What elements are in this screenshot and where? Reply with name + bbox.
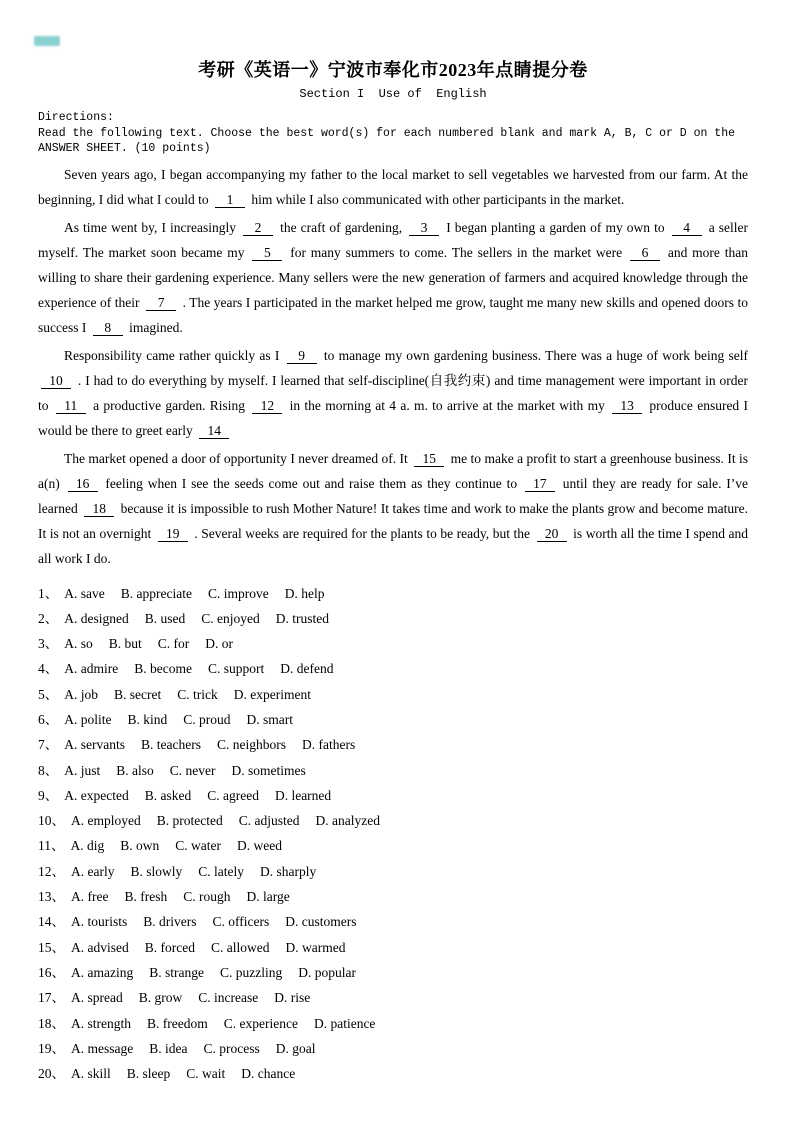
question-option: A. dig (70, 838, 105, 854)
question-option: A. servants (64, 737, 125, 753)
question-option: C. experience (223, 1015, 298, 1031)
question-row (38, 985, 748, 1010)
question-option: A. advised (71, 939, 129, 955)
question-number: 14、 (38, 914, 65, 930)
numbered-blank-17: 17 (525, 476, 555, 492)
numbered-blank-18: 18 (84, 501, 114, 517)
question-row (38, 884, 748, 909)
numbered-blank-2: 2 (243, 220, 273, 236)
question-number: 19、 (38, 1040, 65, 1056)
numbered-blank-5: 5 (252, 245, 282, 261)
question-row (38, 1061, 748, 1086)
question-option: A. early (71, 863, 115, 879)
question-option: B. kind (127, 711, 168, 727)
question-option: D. learned (274, 787, 332, 803)
question-row (38, 581, 748, 606)
question-option: C. allowed (210, 939, 270, 955)
question-number: 20、 (38, 1066, 65, 1082)
numbered-blank-6: 6 (630, 245, 660, 261)
question-row (38, 859, 748, 884)
question-number: 13、 (38, 889, 65, 905)
numbered-blank-3: 3 (409, 220, 439, 236)
question-row (38, 783, 748, 808)
question-number: 8、 (38, 762, 59, 778)
question-option: C. lately (198, 863, 244, 879)
question-number: 17、 (38, 990, 65, 1006)
numbered-blank-20: 20 (537, 526, 567, 542)
question-row (38, 808, 748, 833)
numbered-blank-14: 14 (199, 423, 229, 439)
question-option: D. or (205, 636, 234, 652)
question-option: B. also (116, 762, 154, 778)
question-option: A. free (71, 889, 109, 905)
question-option: B. become (134, 661, 192, 677)
numbered-blank-13: 13 (612, 398, 642, 414)
question-row (38, 909, 748, 934)
question-row (38, 758, 748, 783)
question-option: B. idea (149, 1040, 188, 1056)
directions-text: Read the following text. Choose the best word(s) for each numbered blank and mark A, B, C or D on the ANSWER SHEET. (10 points) (38, 126, 736, 155)
numbered-blank-11: 11 (56, 398, 86, 414)
section-heading: Section I Use of English (299, 87, 487, 101)
question-number: 11、 (38, 838, 65, 854)
question-option: D. patience (313, 1015, 376, 1031)
question-option: C. wait (186, 1066, 226, 1082)
numbered-blank-9: 9 (287, 348, 317, 364)
question-row (38, 1011, 748, 1036)
question-option: D. warmed (285, 939, 346, 955)
question-option: D. chance (241, 1066, 296, 1082)
question-option: B. asked (144, 787, 192, 803)
question-option: A. so (64, 636, 93, 652)
question-number: 6、 (38, 711, 59, 727)
question-option: C. officers (212, 914, 270, 930)
question-option: C. rough (183, 889, 231, 905)
numbered-blank-1: 1 (215, 192, 245, 208)
question-option: D. defend (280, 661, 334, 677)
question-option: B. forced (144, 939, 195, 955)
question-option: B. fresh (124, 889, 168, 905)
directions-block (38, 110, 748, 157)
question-option: B. freedom (147, 1015, 208, 1031)
question-option: A. expected (64, 787, 129, 803)
question-option: A. save (64, 585, 105, 601)
question-number: 15、 (38, 939, 65, 955)
question-number: 12、 (38, 863, 65, 879)
question-option: A. strength (71, 1015, 131, 1031)
question-row (38, 606, 748, 631)
question-option: B. but (108, 636, 142, 652)
question-number: 10、 (38, 813, 65, 829)
question-option: D. help (284, 585, 325, 601)
question-option: C. improve (207, 585, 269, 601)
question-option: B. secret (114, 686, 162, 702)
question-number: 4、 (38, 661, 59, 677)
question-option: C. for (157, 636, 190, 652)
question-option: D. customers (285, 914, 357, 930)
question-option: A. employed (71, 813, 141, 829)
passage-paragraph: The market opened a door of opportunity I never dreamed of. It 15 me to make a profit to start a greenhouse business. It is a(n) 16 feeling when I see the seeds come out and raise them as they continue to 17 until they are ready for sale. I’ve learned 18 because it is impossible to rush Mother Nature! It takes time and work to make the plants grow and become mature. It is not an overnight 19 . Several weeks are required for the plants to be ready, but the 20 is worth all the time I spend and all work I do. (38, 450, 749, 566)
question-option: A. skill (71, 1066, 111, 1082)
question-option: D. large (246, 889, 290, 905)
question-option: D. weed (237, 838, 282, 854)
question-option: B. teachers (141, 737, 201, 753)
question-option: D. analyzed (315, 813, 380, 829)
numbered-blank-19: 19 (158, 526, 188, 542)
question-number: 9、 (38, 787, 59, 803)
question-option: C. enjoyed (201, 610, 260, 626)
question-option: C. process (203, 1040, 260, 1056)
question-row (38, 682, 748, 707)
question-option: C. neighbors (216, 737, 286, 753)
question-option: D. fathers (301, 737, 356, 753)
question-option: C. puzzling (219, 964, 283, 980)
question-number: 18、 (38, 1015, 65, 1031)
numbered-blank-16: 16 (68, 476, 98, 492)
question-option: D. experiment (233, 686, 311, 702)
question-row (38, 732, 748, 757)
question-row (38, 960, 748, 985)
question-option: A. tourists (71, 914, 128, 930)
question-option: A. admire (64, 661, 119, 677)
question-option: D. smart (246, 711, 294, 727)
question-option: A. message (71, 1040, 134, 1056)
question-number: 1、 (38, 585, 59, 601)
passage-paragraph: Responsibility came rather quickly as I 9 to manage my own gardening business. There was a huge of work being self 10 . I had to do everything by myself. I learned that self-discipline(自我约束) and time management were important in order to 11 a productive garden. Rising 12 in the morning at 4 a. m. to arrive at the market with my 13 produce ensured I would be there to greet early 14 (38, 347, 748, 438)
question-option: C. never (169, 762, 216, 778)
question-row (38, 833, 748, 858)
question-option: C. water (175, 838, 221, 854)
question-option: B. used (144, 610, 186, 626)
question-number: 3、 (38, 636, 59, 652)
corner-mark (34, 36, 60, 46)
question-option: A. polite (64, 711, 112, 727)
page-title: 考研《英语一》宁波市奉化市2023年点睛提分卷 (198, 60, 588, 80)
question-option: D. goal (275, 1040, 316, 1056)
question-option: B. slowly (130, 863, 183, 879)
question-list (38, 581, 748, 1087)
question-option: B. own (120, 838, 160, 854)
question-option: A. designed (64, 610, 129, 626)
numbered-blank-15: 15 (414, 451, 444, 467)
question-number: 7、 (38, 737, 59, 753)
question-row (38, 707, 748, 732)
question-row (38, 1036, 748, 1061)
question-option: D. rise (274, 990, 311, 1006)
question-option: A. spread (71, 990, 123, 1006)
numbered-blank-12: 12 (252, 398, 282, 414)
question-option: C. increase (198, 990, 259, 1006)
question-number: 16、 (38, 964, 65, 980)
question-option: B. protected (156, 813, 223, 829)
question-option: A. amazing (71, 964, 134, 980)
numbered-blank-10: 10 (41, 373, 71, 389)
question-option: C. agreed (207, 787, 259, 803)
question-row (38, 631, 748, 656)
question-option: C. trick (177, 686, 218, 702)
question-option: C. adjusted (238, 813, 300, 829)
directions-label: Directions: (38, 111, 114, 124)
question-number: 5、 (38, 686, 59, 702)
question-option: C. proud (183, 711, 231, 727)
passage (38, 162, 748, 571)
question-option: D. trusted (275, 610, 329, 626)
question-option: B. appreciate (120, 585, 192, 601)
numbered-blank-8: 8 (93, 320, 123, 336)
question-row (38, 935, 748, 960)
question-option: C. support (207, 661, 265, 677)
question-row (38, 656, 748, 681)
question-option: A. job (64, 686, 98, 702)
passage-paragraph: Seven years ago, I began accompanying my father to the local market to sell vegetables we harvested from our farm. At the beginning, I did what I could to 1 him while I also communicated with other participants in the market. (38, 166, 748, 207)
passage-paragraph: As time went by, I increasingly 2 the craft of gardening, 3 I began planting a garden of my own to 4 a seller myself. The market soon became my 5 for many summers to come. The sellers in the market were 6 and more than willing to share their gardening experience. Many sellers were the new generation of farmers and acquired knowledge through the experience of their 7 . The years I participated in the market helped me grow, taught me many new skills and opened doors to success I 8 imagined. (38, 219, 748, 335)
question-option: B. drivers (143, 914, 197, 930)
question-option: B. strange (149, 964, 204, 980)
numbered-blank-7: 7 (146, 295, 176, 311)
question-option: D. popular (298, 964, 356, 980)
question-option: D. sharply (260, 863, 317, 879)
question-option: B. sleep (126, 1066, 171, 1082)
question-number: 2、 (38, 610, 59, 626)
question-option: B. grow (138, 990, 183, 1006)
question-option: D. sometimes (231, 762, 306, 778)
question-option: A. just (64, 762, 101, 778)
numbered-blank-4: 4 (672, 220, 702, 236)
